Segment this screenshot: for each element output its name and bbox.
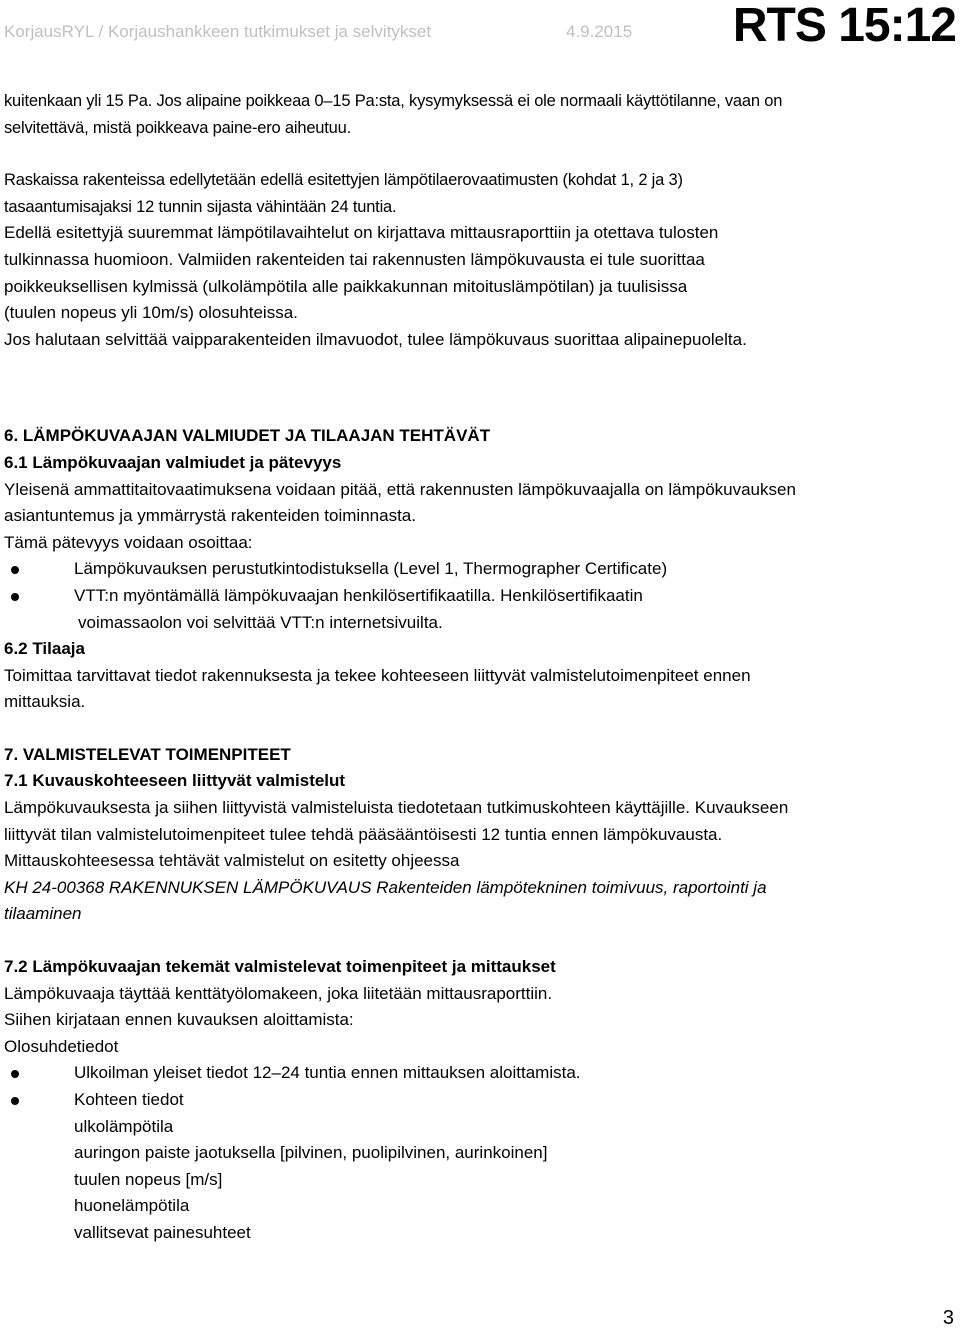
intro-paragraph-2-line-2: tasaantumisajaksi 12 tunnin sijasta vähintään 24 tuntia. bbox=[4, 197, 397, 216]
intro-paragraph-3-line-3: poikkeuksellisen kylmissä (ulkolämpötila alle paikkakunnan mitoituslämpötilan) ja tuulisissa bbox=[4, 276, 688, 296]
section-6-2-heading: 6.2 Tilaaja bbox=[4, 639, 85, 659]
section-6-1-paragraph-line-2: asiantuntemus ja ymmärrystä rakenteiden toiminnasta. bbox=[4, 506, 416, 526]
target-item: huonelämpötila bbox=[74, 1196, 190, 1216]
list-item: Lämpökuvauksen perustutkintodistuksella (Level 1, Thermographer Certificate) bbox=[4, 556, 956, 583]
intro-paragraph-1-line-1: kuitenkaan yli 15 Pa. Jos alipaine poikkeaa 0–15 Pa:sta, kysymyksessä ei ole normaali käyttötilanne, vaan on bbox=[4, 92, 783, 110]
bullet-icon bbox=[11, 593, 19, 601]
intro-paragraph-1-line-2: selvitettävä, mistä poikkeava paine-ero aiheutuu. bbox=[4, 118, 351, 137]
section-7-heading: 7. VALMISTELEVAT TOIMENPITEET bbox=[4, 744, 291, 764]
intro-paragraph-3-line-1: Edellä esitettyjä suuremmat lämpötilavaihtelut on kirjattava mittausraporttiin ja otettava tulosten bbox=[4, 223, 719, 243]
target-item: auringon paiste jaotuksella [pilvinen, puolipilvinen, aurinkoinen] bbox=[74, 1143, 548, 1163]
section-6-1-competence-intro: Tämä pätevyys voidaan osoittaa: bbox=[4, 532, 253, 552]
section-6-1-paragraph-line-1: Yleisenä ammattitaitovaatimuksena voidaan pitää, että rakennusten lämpökuvaajalla on lämpökuvauksen bbox=[4, 479, 796, 499]
reference-line-1: KH 24-00368 RAKENNUKSEN LÄMPÖKUVAUS Rakenteiden lämpötekninen toimivuus, raportointi ja bbox=[4, 877, 767, 897]
section-7-1-paragraph-line-1: Lämpökuvauksesta ja siihen liittyvistä valmisteluista tiedotetaan tutkimuskohteen käyttäjille. Kuvaukseen bbox=[4, 798, 789, 818]
list-item: Ulkoilman yleiset tiedot 12–24 tuntia ennen mittauksen aloittamista. bbox=[4, 1060, 956, 1087]
section-7-1-paragraph-2: Mittauskohteesessa tehtävät valmistelut on esitetty ohjeessa bbox=[4, 851, 460, 871]
intro-paragraph-3-line-4: (tuulen nopeus yli 10m/s) olosuhteissa. bbox=[4, 303, 298, 323]
list-item: Kohteen tiedot bbox=[4, 1087, 956, 1114]
list-item: VTT:n myöntämällä lämpökuvaajan henkilösertifikaatilla. Henkilösertifikaatin bbox=[4, 583, 956, 610]
header-title: KorjausRYL / Korjaushankkeen tutkimukset ja selvitykset bbox=[4, 22, 432, 41]
bullet-icon bbox=[11, 1097, 19, 1105]
section-6-heading: 6. LÄMPÖKUVAAJAN VALMIUDET JA TILAAJAN TEHTÄVÄT bbox=[4, 426, 491, 446]
target-item: vallitsevat painesuhteet bbox=[74, 1222, 251, 1242]
bullet-icon bbox=[11, 1070, 19, 1078]
section-7-1-paragraph-line-2: liittyvät tilan valmistelutoimenpiteet tulee tehdä pääsääntöisesti 12 tuntia ennen lämpökuvausta. bbox=[4, 824, 723, 844]
section-6-2-paragraph-line-2: mittauksia. bbox=[4, 692, 86, 712]
page-number: 3 bbox=[942, 1307, 954, 1329]
intro-paragraph-2-line-1: Raskaissa rakenteissa edellytetään edellä esitettyjen lämpötilaerovaatimusten (kohdat 1, 2 ja 3) bbox=[4, 171, 683, 190]
target-item: tuulen nopeus [m/s] bbox=[74, 1169, 223, 1189]
target-item: ulkolämpötila bbox=[74, 1116, 174, 1136]
section-7-1-heading: 7.1 Kuvauskohteeseen liittyvät valmistelut bbox=[4, 771, 346, 791]
header-date: 4.9.2015 bbox=[566, 22, 633, 41]
page-header bbox=[0, 0, 960, 66]
section-6-1-heading: 6.1 Lämpökuvaajan valmiudet ja pätevyys bbox=[4, 452, 342, 472]
intro-paragraph-3-line-2: tulkinnassa huomioon. Valmiiden rakenteiden tai rakennusten lämpökuvausta ei tule suorittaa bbox=[4, 249, 705, 269]
section-7-2-paragraph-2: Siihen kirjataan ennen kuvauksen aloittamista: bbox=[4, 1010, 354, 1030]
section-7-2-paragraph-3: Olosuhdetiedot bbox=[4, 1036, 119, 1056]
competence-list bbox=[4, 556, 956, 609]
reference-line-2: tilaaminen bbox=[4, 904, 82, 924]
document-body bbox=[4, 88, 956, 1247]
section-7-2-heading: 7.2 Lämpökuvaajan tekemät valmistelevat toimenpiteet ja mittaukset bbox=[4, 957, 556, 977]
intro-paragraph-4: Jos halutaan selvittää vaipparakenteiden ilmavuodot, tulee lämpökuvaus suorittaa alipainepuolelta. bbox=[4, 329, 747, 349]
section-7-2-paragraph-1: Lämpökuvaaja täyttää kenttätyölomakeen, joka liitetään mittausraporttiin. bbox=[4, 983, 553, 1003]
conditions-list bbox=[4, 1060, 956, 1113]
section-6-2-paragraph-line-1: Toimittaa tarvittavat tiedot rakennuksesta ja tekee kohteeseen liittyvät valmistelutoimenpiteet ennen bbox=[4, 665, 751, 685]
header-document-code: RTS 15:12 bbox=[732, 0, 956, 52]
bullet-icon bbox=[11, 566, 19, 574]
bullet-continuation: voimassaolon voi selvittää VTT:n internetsivuilta. bbox=[78, 612, 443, 632]
